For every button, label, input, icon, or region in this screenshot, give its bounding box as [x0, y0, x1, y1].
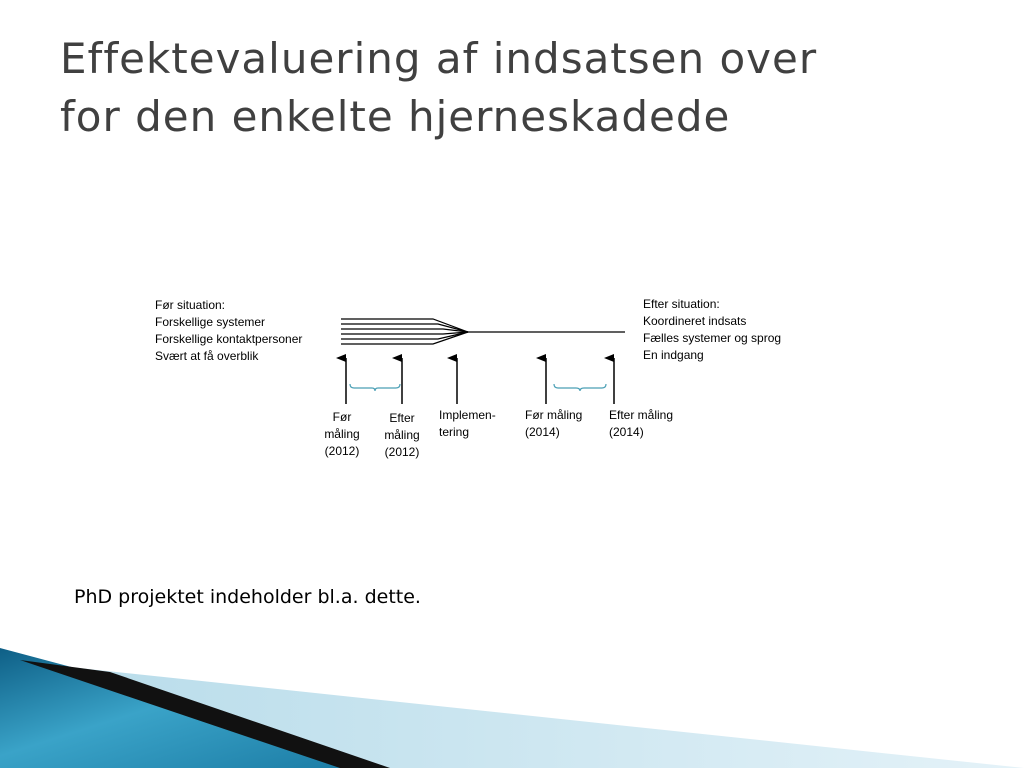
milestone-label-before-2012: [316, 409, 368, 460]
milestone-text: (2014): [525, 425, 560, 439]
milestone-text: Før måling: [525, 408, 583, 422]
milestone-label-implementation: [439, 407, 496, 441]
corner-decoration: [0, 638, 1024, 768]
slide-title-line-2: for den enkelte hjerneskadede: [60, 92, 731, 141]
milestone-text: måling: [324, 427, 360, 441]
milestone-arrows: [346, 358, 614, 404]
bracket-2014: [554, 384, 606, 391]
before-situation: [155, 297, 302, 365]
milestone-text: Implemen-: [439, 408, 496, 422]
milestone-text: måling: [384, 428, 420, 442]
bracket-2012: [350, 384, 400, 391]
after-situation-item: Fælles systemer og sprog: [643, 331, 782, 345]
milestone-text: Efter: [389, 411, 415, 425]
milestone-label-before-2014: [525, 407, 582, 441]
slide-title-line-1: Effektevaluering af indsatsen over: [60, 34, 818, 83]
milestone-text: (2014): [609, 425, 644, 439]
milestone-text: (2012): [324, 444, 360, 458]
milestone-label-after-2014: [609, 407, 673, 441]
before-situation-item: Forskellige systemer: [155, 315, 266, 329]
milestone-text: Efter måling: [609, 408, 674, 422]
before-situation-item: Forskellige kontaktpersoner: [155, 332, 303, 346]
system-line-4: [341, 332, 468, 334]
before-situation-item: Svært at få overblik: [155, 349, 259, 363]
after-situation-item: Koordineret indsats: [643, 314, 747, 328]
milestone-text: Før: [332, 410, 352, 424]
converging-lines: [341, 319, 625, 344]
phd-note: PhD projektet indeholder bl.a. dette.: [74, 586, 421, 608]
before-situation-heading: Før situation:: [155, 298, 226, 312]
after-situation-item: En indgang: [643, 348, 704, 362]
system-line-3: [341, 329, 468, 332]
milestone-text: tering: [439, 425, 470, 439]
after-situation: [643, 296, 781, 364]
after-situation-heading: Efter situation:: [643, 297, 720, 311]
interval-brackets: [350, 384, 606, 391]
milestone-label-after-2012: [376, 410, 428, 461]
milestone-text: (2012): [384, 445, 420, 459]
